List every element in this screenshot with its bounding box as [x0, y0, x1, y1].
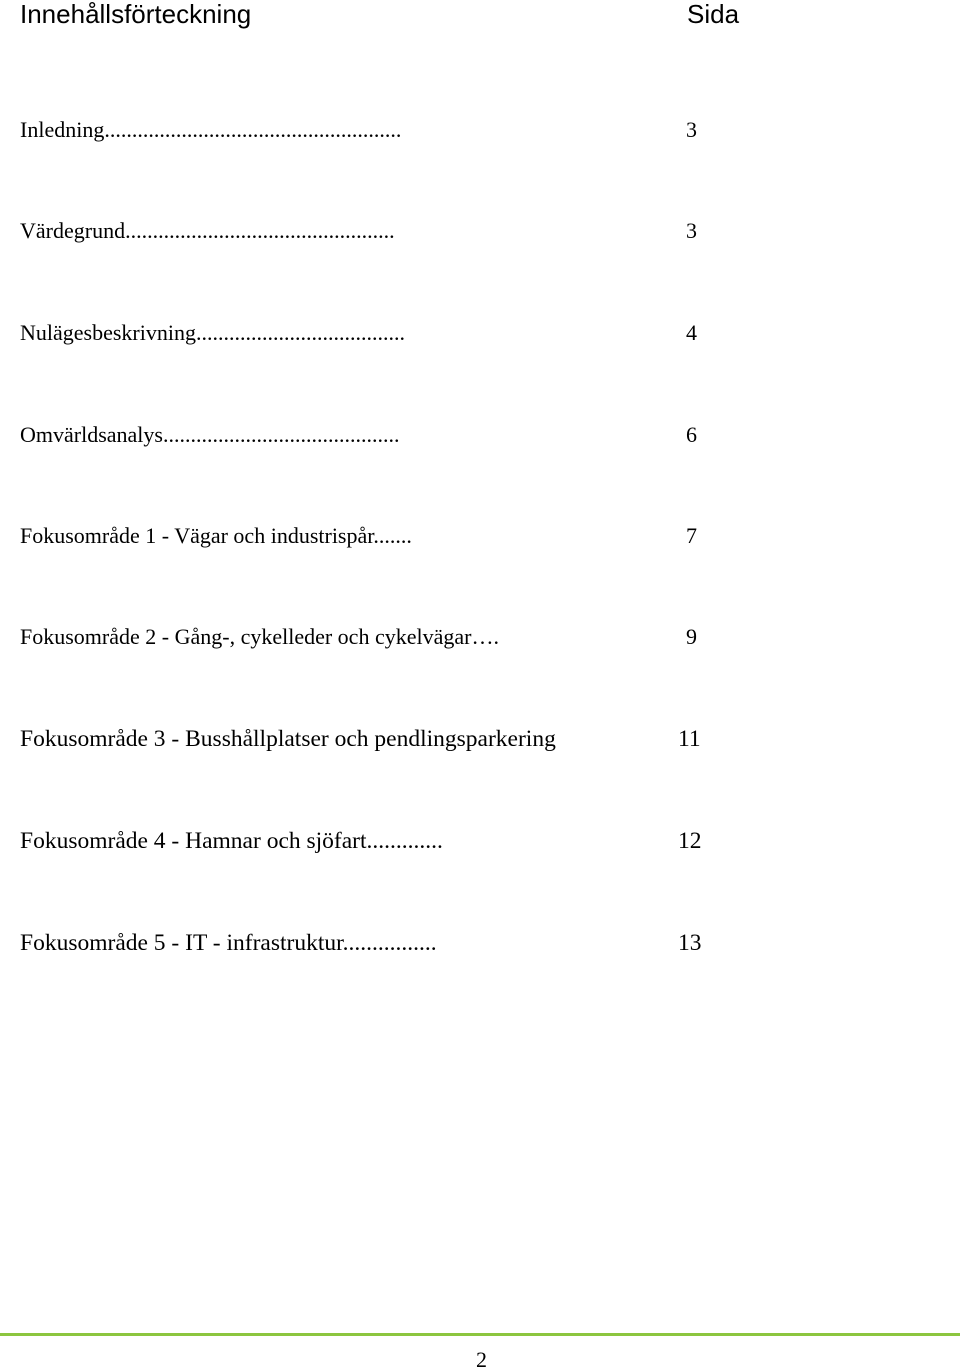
toc-entry-page: 3	[686, 117, 697, 142]
toc-title: Innehållsförteckning	[20, 0, 252, 29]
toc-entry[interactable]	[20, 521, 710, 551]
toc-entry-title: Fokusområde 1 - Vägar och industrispår.......	[20, 523, 412, 548]
toc-entry-title: Värdegrund.................................................	[20, 218, 395, 243]
toc-entry-page: 7	[686, 523, 697, 548]
toc-entry-page: 13	[678, 930, 702, 956]
toc-entry-page: 3	[686, 218, 697, 243]
page-column-heading: Sida	[687, 0, 740, 29]
toc-entry[interactable]	[20, 318, 710, 348]
toc-entry-title: Fokusområde 4 - Hamnar och sjöfart.............	[20, 828, 443, 854]
toc-entry-page: 6	[686, 422, 697, 447]
toc-entry[interactable]	[20, 724, 710, 754]
toc-entry[interactable]	[20, 622, 710, 652]
toc-entry[interactable]	[20, 115, 710, 145]
toc-entry-title: Nulägesbeskrivning......................................	[20, 320, 405, 345]
toc-entry-page: 4	[686, 320, 697, 345]
footer-divider	[0, 1333, 960, 1336]
toc-entry[interactable]	[20, 420, 710, 450]
toc-entry[interactable]	[20, 928, 710, 958]
toc-entry-page: 12	[678, 828, 702, 854]
toc-entry[interactable]	[20, 216, 710, 246]
toc-entry-title: Fokusområde 2 - Gång-, cykelleder och cykelvägar….	[20, 624, 499, 649]
page-number: 2	[476, 1347, 487, 1372]
toc-entry-title: Fokusområde 5 - IT - infrastruktur................	[20, 930, 437, 956]
toc-entry-page: 11	[678, 726, 701, 752]
toc-entry-title: Fokusområde 3 - Busshållplatser och pendlingsparkering	[20, 726, 556, 752]
toc-entry[interactable]	[20, 826, 710, 856]
toc-entry-page: 9	[686, 624, 697, 649]
toc-entry-title: Omvärldsanalys...........................................	[20, 422, 400, 447]
toc-entry-title: Inledning......................................................	[20, 117, 402, 142]
